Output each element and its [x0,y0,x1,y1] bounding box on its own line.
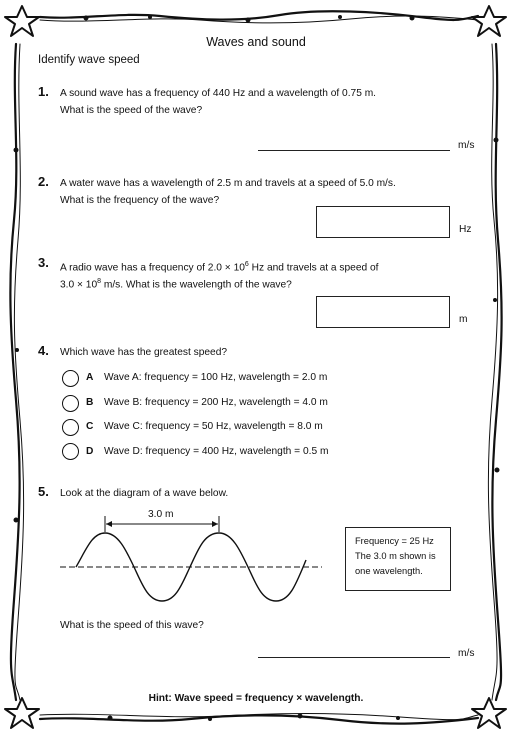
question-3-line-2: $3.0 \times 10^8$ m/s. What is the wavelength of the wave? [60,278,292,291]
question-1-unit: m/s [458,140,475,151]
option-d-letter: D [86,446,94,457]
info-line-3: one wavelength. [355,566,423,576]
page-title: Waves and sound [206,35,306,49]
question-3-answer-box[interactable] [316,296,450,328]
question-5-question: What is the speed of this wave? [60,620,204,631]
exponent: 6 [244,261,249,268]
question-5-unit: m/s [458,648,475,659]
option-a-letter: A [86,372,94,383]
question-1-line-2: What is the speed of the wave? [60,105,203,116]
info-frequency: Frequency = 25 Hz [355,536,434,546]
page-subtitle: Identify wave speed [38,54,140,66]
question-1-answer-line[interactable] [258,150,450,151]
option-a-text: Wave A: frequency = 100 Hz, wavelength = 2.0 m [104,372,328,383]
question-2-line-1: A water wave has a wavelength of 2.5 m and travels at a speed of 5.0 m/s. [60,178,396,189]
question-3-number: 3. [38,255,49,270]
question-3-unit: m [459,314,468,325]
option-b-text: Wave B: frequency = 200 Hz, wavelength = 4.0 m [104,397,328,408]
question-2-number: 2. [38,174,49,189]
question-4-text: Which wave has the greatest speed? [60,347,228,358]
star-icon [472,6,506,36]
option-b-radio[interactable] [62,395,79,412]
question-1-number: 1. [38,84,49,99]
question-2-answer-box[interactable] [316,206,450,238]
option-c-text: Wave C: frequency = 50 Hz, wavelength = 8.0 m [104,421,323,432]
option-b-letter: B [86,397,94,408]
info-line-2: The 3.0 m shown is [355,551,436,561]
question-1-line-1: A sound wave has a frequency of 440 Hz and a wavelength of 0.75 m. [60,88,377,99]
question-4-number: 4. [38,343,49,358]
question-2-unit: Hz [459,224,472,235]
info-box [345,527,451,591]
option-d-text: Wave D: frequency = 400 Hz, wavelength = 0.5 m [104,446,329,457]
question-5-number: 5. [38,484,49,499]
hint-text: Hint: Wave speed = frequency × wavelength. [148,693,364,704]
option-a-radio[interactable] [62,370,79,387]
option-c-letter: C [86,421,94,432]
question-3-line-1: A radio wave has a frequency of $2.0 \times 10^6$ Hz and travels at a speed of [60,261,379,274]
option-c-radio[interactable] [62,419,79,436]
wavelength-label: 3.0 m [148,509,174,520]
question-2-line-2: What is the frequency of the wave? [60,195,220,206]
question-5-answer-line[interactable] [258,657,450,658]
star-icon [5,6,39,36]
exponent: 8 [97,278,102,285]
wave-diagram [56,500,326,610]
option-d-radio[interactable] [62,443,79,460]
question-5-text: Look at the diagram of a wave below. [60,488,229,499]
